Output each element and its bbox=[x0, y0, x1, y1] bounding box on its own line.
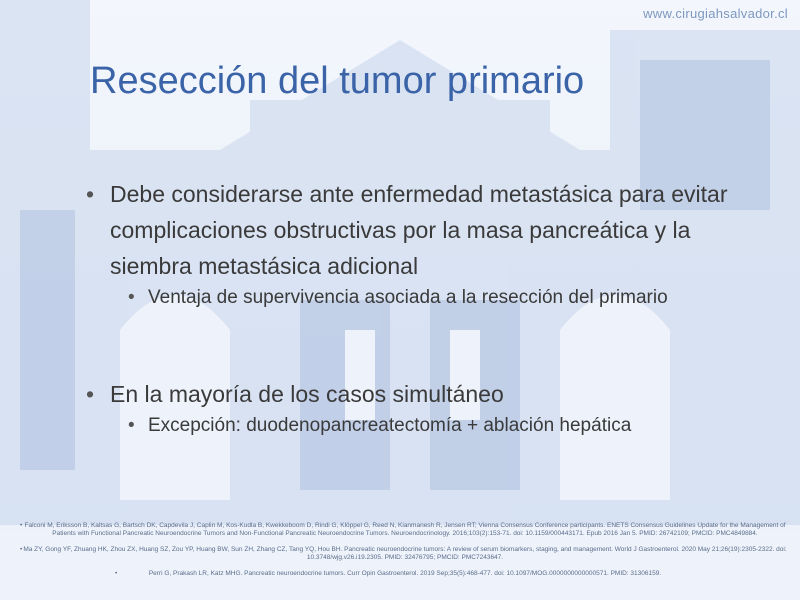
bullet-metastatic: • Debe considerarse ante enfermedad metastásica para evitar complicaciones obstructivas por la masa pancreática y la siembra metastásica adicional bbox=[86, 176, 776, 284]
sub-bullet-exception: • Excepción: duodenopancreatectomía + ablación hepática bbox=[128, 412, 776, 440]
reference-item: • Falconi M, Eriksson B, Kaltsas G, Bartsch DK, Capdevila J, Caplin M, Kos-Kudla B, Kwekkeboom D, Rindi G, Klöppel G, Reed N, Kianmanesh R, Jensen RT; Vienna Consensus Conference participants. ENETS Consensus Guidelines Update for the Management of Patients with Functional Pancreatic Neuroendocrine Tumors and Non-Functional Pancreatic Neuroendocrine Tumors. Neuroendocrinology. 2016;103(2):153-71. doi: 10.1159/000443171. Epub 2016 Jan 5. PMID: 26742109; PMCID: PMC4849884. bbox=[20, 522, 790, 537]
bullet-list bbox=[86, 176, 776, 440]
bullet-simultaneous: • En la mayoría de los casos simultáneo bbox=[86, 376, 776, 412]
references bbox=[20, 522, 790, 587]
website-url: www.cirugiahsalvador.cl bbox=[643, 6, 788, 21]
reference-item: • Ma ZY, Gong YF, Zhuang HK, Zhou ZX, Huang SZ, Zou YP, Huang BW, Sun ZH, Zhang CZ, Tang YQ, Hou BH. Pancreatic neuroendocrine tumors: A review of serum biomarkers, staging, and management. World J Gastroenterol. 2020 May 21;26(19):2305-2322. doi: 10.3748/wjg.v26.i19.2305. PMID: 32476795; PMCID: PMC7243647. bbox=[20, 546, 790, 561]
slide-title: Resección del tumor primario bbox=[90, 60, 585, 102]
sub-bullet-survival: • Ventaja de supervivencia asociada a la resección del primario bbox=[128, 284, 776, 312]
reference-item: • Perri G, Prakash LR, Katz MHG. Pancreatic neuroendocrine tumors. Curr Opin Gastroenterol. 2019 Sep;35(5):468-477. doi: 10.1097/MOG.0000000000000571. PMID: 31306159. bbox=[20, 570, 790, 578]
bullet-spacer bbox=[86, 312, 776, 376]
